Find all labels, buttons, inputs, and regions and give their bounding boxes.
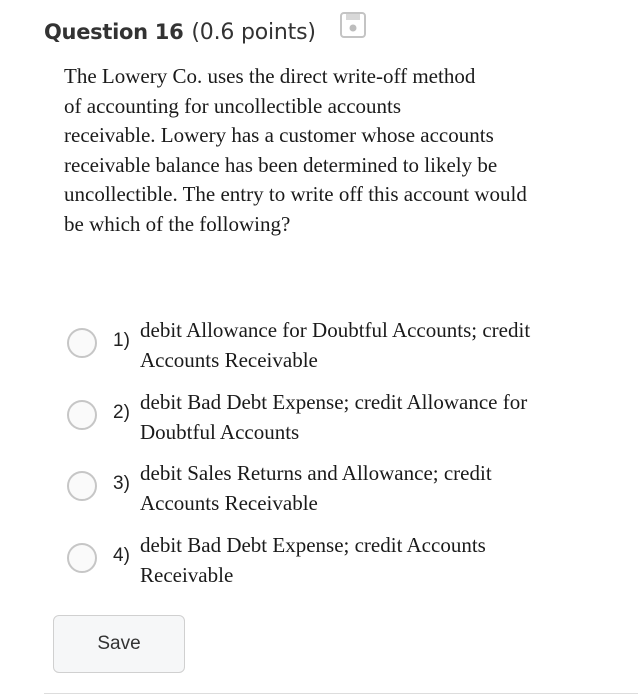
option-text-line: Accounts Receivable	[140, 490, 318, 515]
question-header	[44, 16, 316, 48]
answer-option-2[interactable]	[67, 388, 607, 452]
radio-button-3[interactable]	[67, 471, 97, 501]
option-number: 3)	[113, 473, 130, 494]
option-number: 4)	[113, 545, 130, 566]
question-text-line: receivable. Lowery has a customer whose accounts	[64, 123, 494, 147]
radio-button-1[interactable]	[67, 328, 97, 358]
divider	[44, 693, 638, 694]
radio-button-2[interactable]	[67, 400, 97, 430]
question-title: Question 16	[44, 20, 184, 44]
question-text-line: of accounting for uncollectible accounts	[64, 93, 402, 118]
answer-option-3[interactable]	[67, 459, 607, 523]
radio-button-4[interactable]	[67, 543, 97, 573]
answer-option-1[interactable]	[67, 316, 607, 380]
option-text	[140, 459, 610, 518]
question-text-line: uncollectible. The entry to write off this account would	[64, 182, 527, 206]
option-text-line: debit Bad Debt Expense; credit Accounts	[140, 533, 486, 557]
option-text	[140, 531, 610, 590]
option-text-line: debit Allowance for Doubtful Accounts; credit	[140, 318, 531, 342]
option-text-line: Doubtful Accounts	[140, 419, 300, 444]
option-number: 2)	[113, 402, 130, 423]
option-text-line: Accounts Receivable	[140, 347, 318, 372]
option-text	[140, 388, 610, 447]
save-button[interactable]: Save	[53, 615, 185, 673]
question-text	[64, 62, 609, 239]
question-points: (0.6 points)	[191, 19, 316, 45]
question-text-line: receivable balance has been determined to likely be	[64, 152, 498, 177]
option-text-line: debit Sales Returns and Allowance; credit	[140, 461, 492, 485]
option-text	[140, 316, 610, 375]
answer-option-4[interactable]	[67, 531, 607, 595]
question-text-line: be which of the following?	[64, 211, 291, 236]
option-text-line: Receivable	[140, 562, 234, 587]
floppy-disk-icon[interactable]	[340, 12, 366, 38]
question-text-line: The Lowery Co. uses the direct write-off method	[64, 64, 476, 88]
option-text-line: debit Bad Debt Expense; credit Allowance for	[140, 390, 528, 414]
option-number: 1)	[113, 330, 130, 351]
